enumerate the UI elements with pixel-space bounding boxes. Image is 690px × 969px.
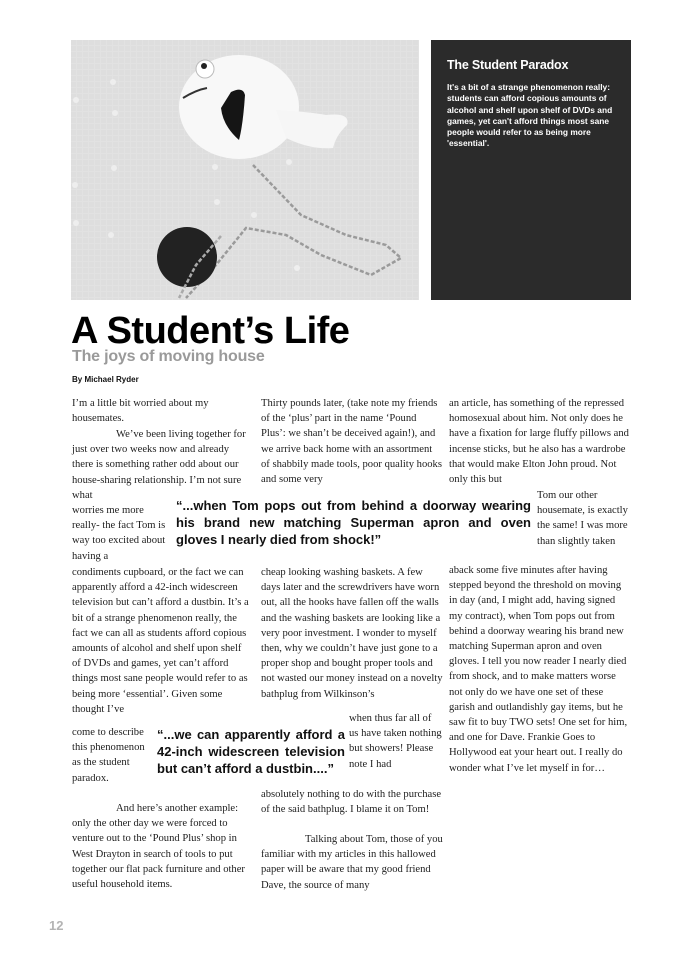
article-photo: [71, 40, 419, 300]
article-subtitle: The joys of moving house: [72, 348, 265, 365]
col1-para-1: I’m a little bit worried about my housemates.: [72, 398, 209, 425]
col3-para-2: Tom our other housemate, is exactly the same! I was more than slightly taken: [537, 490, 628, 547]
sidebar-body: It's a bit of a strange phenomenon really: students can afford copious amounts of alcohol and shelf upon shelf of DVDs and games, yet can't afford things most sane people would refer to as being more 'essential'.: [447, 82, 613, 149]
pull-quote-2: “...we can apparently afford a 42-inch widescreen television but can’t afford a dustbin....”: [157, 727, 345, 777]
col3-para-1: an article, has something of the repressed homosexual about him. Not only does he have a fixation for large fluffy pillows and incense sticks, but he also has a wardrobe that would make Elton John proud. Not only this but: [449, 398, 629, 486]
sidebar-title: The Student Paradox: [447, 58, 569, 72]
col1-para-4: condiments cupboard, or the fact we can apparently afford a 42-inch widescreen television but can’t afford a dustbin. It’s a bit of a strange phenomenon really, the fact we can all as students afford copious amounts of alcohol and shelf upon shelf of DVDs and games, yet can’t afford things most sane people would refer to as being more ‘essential’. Given some thought I’ve: [72, 567, 249, 715]
col2-para-3: when thus far all of us have taken nothing but showers! Please note I had: [349, 713, 442, 770]
col1-para-3: worries me more really- the fact Tom is way too excited about having a: [72, 505, 166, 562]
byline: By Michael Ryder: [72, 375, 139, 384]
col3-para-3: aback some five minutes after having stepped beyond the threshold on moving in day (and, I might add, having signed my contract), when Tom pops out from behind a doorway wearing his brand new matching Superman apron and oven gloves. I tell you now reader I nearly died from shock, and to make matters worse not only do we have one set of these garish and outlandishly gay items, but he saw fit to buy TWO sets! One set for him, and one for Dave. Frankie Goes to Hollywood eat your heart out. I really do wonder what I’ve let myself in for…: [449, 565, 628, 774]
col2-para-4: absolutely nothing to do with the purchase of the said bathplug. I blame it on Tom!: [261, 789, 442, 816]
col2-para-1: Thirty pounds later, (take note my friends of the ‘plus’ part in the name ‘Pound Plus’: we shan’t be deceived again!), and we arrive back home with an assortment of shabbily made tools, poor quality hooks and some very: [261, 398, 442, 486]
col2-para-5: Talking about Tom, those of you familiar with my articles in this hallowed paper will be aware that my good friend Dave, the source of many: [261, 834, 443, 891]
col1-para-2: We’ve been living together for just over two weeks now and already there is something rather odd about our house-sharing relationship. I’m not sure what: [72, 429, 246, 501]
page-number: 12: [49, 918, 64, 933]
col1-para-5: come to describe this phenomenon as the student paradox.: [72, 727, 145, 784]
sidebar-box: [431, 40, 631, 300]
col2-para-2: cheap looking washing baskets. A few days later and the screwdrivers have worn out, all the hooks have fallen off the walls and the washing baskets are looking like a very poor investment. I wonder to myself then, why we couldn’t have just gone to a proper shop and bought proper tools and not wasted our money instead on a novelty bathplug from Wilkinson’s: [261, 567, 443, 700]
pull-quote-1: “...when Tom pops out from behind a doorway wearing his brand new matching Superman apron and oven gloves I nearly died from shock!”: [176, 498, 531, 548]
article-title: A Student’s Life: [71, 310, 350, 352]
bathplug-whale-image: [71, 40, 419, 300]
col1-para-6: And here’s another example: only the other day we were forced to venture out to the ‘Pound Plus’ shop in West Drayton in search of tools to put together our flat pack furniture and other useful household items.: [72, 803, 245, 891]
